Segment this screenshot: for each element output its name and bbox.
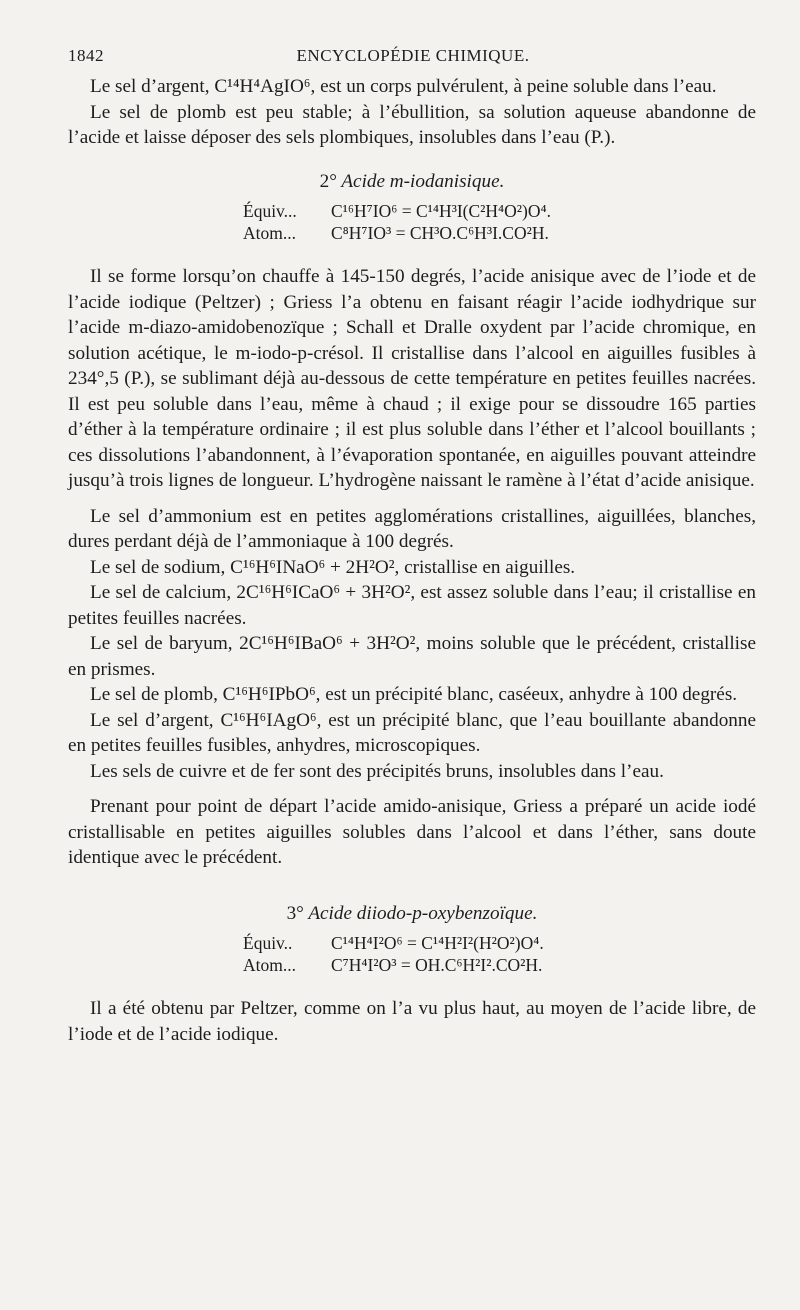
paragraph: Les sels de cuivre et de fer sont des précipités bruns, insolubles dans l’eau. [90, 760, 664, 782]
formula-label: Équiv... [243, 201, 297, 221]
paragraph: Le sel de baryum, 2C¹⁶H⁶IBaO⁶ + 3H²O², moins soluble que le précédent, cristallise en prismes. [68, 633, 756, 680]
formula-label: Équiv.. [243, 933, 293, 953]
section-heading [68, 169, 756, 195]
formula: C¹⁶H⁷IO⁶ = C¹⁴H³I(C²H⁴O²)O⁴. [331, 201, 551, 221]
section-title: Acide diiodo-p-oxybenzoïque. [308, 902, 538, 924]
paragraph: Prenant pour point de départ l’acide amido-anisique, Griess a préparé un acide iodé cristallisable en petites aiguilles solubles dans l’alcool et dans l’éther, sans doute identique avec le précédent. [68, 796, 756, 868]
section-heading [68, 901, 756, 927]
page-number: 1842 [68, 46, 104, 65]
paragraph: Le sel d’argent, C¹⁴H⁴AgIO⁶, est un corps pulvérulent, à peine soluble dans l’eau. [90, 76, 717, 97]
section-number: 3° [286, 902, 304, 924]
formula-block [243, 200, 756, 244]
paragraph: Le sel de sodium, C¹⁶H⁶INaO⁶ + 2H²O², cristallise en aiguilles. [90, 556, 576, 578]
paragraph: Le sel d’argent, C¹⁶H⁶IAgO⁶, est un précipité blanc, que l’eau bouillante abandonne en petites feuilles fusibles, anhydres, microscopiques. [68, 709, 756, 756]
paragraph: Le sel de calcium, 2C¹⁶H⁶ICaO⁶ + 3H²O², est assez soluble dans l’eau; il cristallise en petites feuilles nacrées. [68, 582, 756, 629]
section-number: 2° [319, 170, 337, 192]
page-header [68, 46, 758, 68]
formula-label: Atom... [243, 955, 296, 975]
formula: C¹⁴H⁴I²O⁶ = C¹⁴H²I²(H²O²)O⁴. [331, 933, 544, 953]
paragraph: Il se forme lorsqu’on chauffe à 145-150 degrés, l’acide anisique avec de l’iode et de l’acide iodique (Peltzer) ; Griess l’a obtenu en faisant réagir l’acide iodhydrique sur l’acide m-diazo-amidobenozïque ; Schall et Dralle oxydent par l’acide chromique, en solution acétique, le m-iodo-p-crésol. Il cristallise dans l’alcool en aiguilles fusibles à 234°,5 (P.), se sublimant déjà au-dessous de cette température en petites feuilles nacrées. Il est peu soluble dans l’eau, même à chaud ; il exige pour se dissoudre 165 parties d’éther à la température ordinaire ; il est plus soluble dans l’éther et l’alcool bouillants ; ces dissolutions l’abandonnent, à l’évaporation spontanée, en aiguilles pouvant atteindre jusqu’à trois lignes de longueur. L’hydrogène naissant le ramène à l’état d’acide anisique. [68, 266, 756, 491]
paragraph: Le sel de plomb, C¹⁶H⁶IPbO⁶, est un précipité blanc, caséeux, anhydre à 100 degrés. [90, 684, 738, 705]
paragraph: Le sel d’ammonium est en petites agglomérations cristallines, aiguillées, blanches, dures perdant déjà de l’ammoniaque à 100 degrés. [68, 505, 756, 552]
formula-label: Atom... [243, 223, 296, 243]
page-body [68, 74, 756, 1047]
paragraph: Le sel de plomb est peu stable; à l’ébullition, sa solution aqueuse abandonne de l’acide et laisse déposer des sels plombiques, insolubles dans l’eau (P.). [68, 101, 756, 148]
formula: C⁷H⁴I²O³ = OH.C⁶H²I².CO²H. [331, 955, 543, 975]
paragraph: Il a été obtenu par Peltzer, comme on l’a vu plus haut, au moyen de l’acide libre, de l’iode et de l’acide iodique. [68, 998, 756, 1045]
running-title: ENCYCLOPÉDIE CHIMIQUE. [296, 46, 530, 65]
formula: C⁸H⁷IO³ = CH³O.C⁶H³I.CO²H. [331, 223, 549, 243]
formula-block [243, 932, 756, 976]
section-title: Acide m-iodanisique. [341, 170, 505, 192]
